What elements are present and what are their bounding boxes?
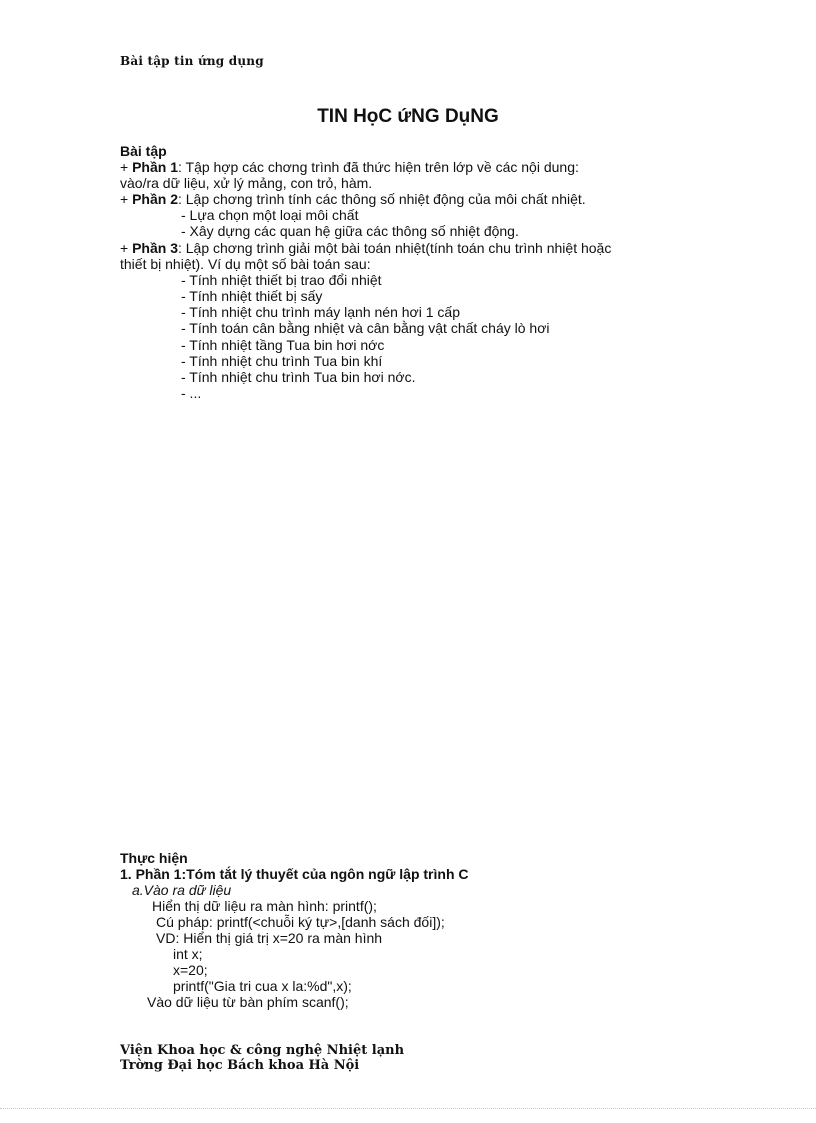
scanf-line: Vào dữ liệu từ bàn phím scanf(); <box>147 994 349 1010</box>
printf-line: Hiển thị dữ liệu ra màn hình: printf(); <box>152 898 377 914</box>
phan3-label: Phần 3 <box>132 240 178 256</box>
sub-a-heading: a.Vào ra dữ liệu <box>132 882 232 898</box>
phan3-item: - Tính nhiệt thiết bị sấy <box>181 288 323 304</box>
phan1-line2: vào/ra dữ liệu, xử lý mảng, con trỏ, hàm. <box>120 175 373 191</box>
phan3-item: - Tính toán cân bằng nhiệt và cân bằng vật chất cháy lò hơi <box>181 320 550 336</box>
page-title: TIN HọC ứNG DụNG <box>317 106 499 127</box>
thuc-hien-heading: Thực hiện <box>120 850 188 866</box>
thuc-hien-subheading: 1. Phần 1:Tóm tắt lý thuyết của ngôn ngữ lập trình C <box>120 866 469 882</box>
phan3-line <box>120 240 611 256</box>
phan3-line2: thiết bị nhiệt). Ví dụ một số bài toán sau: <box>120 256 371 272</box>
phan2-line <box>120 191 586 207</box>
syntax-line: Cú pháp: printf(<chuỗi ký tự>,[danh sách đối]); <box>156 914 445 930</box>
phan3-prefix: + <box>120 240 133 256</box>
phan3-item: - Tính nhiệt thiết bị trao đổi nhiệt <box>181 272 382 288</box>
phan1-label: Phần 1 <box>132 159 178 175</box>
page-header: Bài tập tin ứng dụng <box>120 54 264 68</box>
code-line: int x; <box>173 946 203 962</box>
phan3-item: - ... <box>181 385 202 401</box>
phan3-item: - Tính nhiệt tầng Tua bin hơi nớc <box>181 337 385 353</box>
code-line: x=20; <box>173 962 208 978</box>
phan3-item: - Tính nhiệt chu trình máy lạnh nén hơi 1 cấp <box>181 304 460 320</box>
phan3-text: : Lập chơng trình giải một bài toán nhiệt(tính toán chu trình nhiệt hoặc <box>177 240 612 256</box>
page-bottom-divider <box>0 1108 816 1109</box>
phan3-item: - Tính nhiệt chu trình Tua bin khí <box>181 353 383 369</box>
phan3-item: - Tính nhiệt chu trình Tua bin hơi nớc. <box>181 369 416 385</box>
example-line: VD: Hiển thị giá trị x=20 ra màn hình <box>156 930 383 946</box>
phan2-item: - Xây dựng các quan hệ giữa các thông số nhiệt động. <box>181 223 519 239</box>
footer-institute: Viện Khoa học & công nghệ Nhiệt lạnh <box>120 1043 405 1058</box>
phan2-prefix: + <box>120 191 133 207</box>
phan1-line <box>120 159 579 175</box>
phan1-text: : Tập hợp các chơng trình đã thức hiện trên lớp về các nội dung: <box>177 159 579 175</box>
phan2-label: Phần 2 <box>132 191 178 207</box>
phan2-item: - Lựa chọn một loại môi chất <box>181 207 359 223</box>
footer-university: Trờng Đại học Bách khoa Hà Nội <box>120 1058 360 1073</box>
phan2-text: : Lập chơng trình tính các thông số nhiệt động của môi chất nhiệt. <box>177 191 586 207</box>
code-line: printf("Gia tri cua x la:%d",x); <box>173 978 352 994</box>
bai-tap-heading: Bài tập <box>120 143 167 159</box>
phan1-prefix: + <box>120 159 133 175</box>
